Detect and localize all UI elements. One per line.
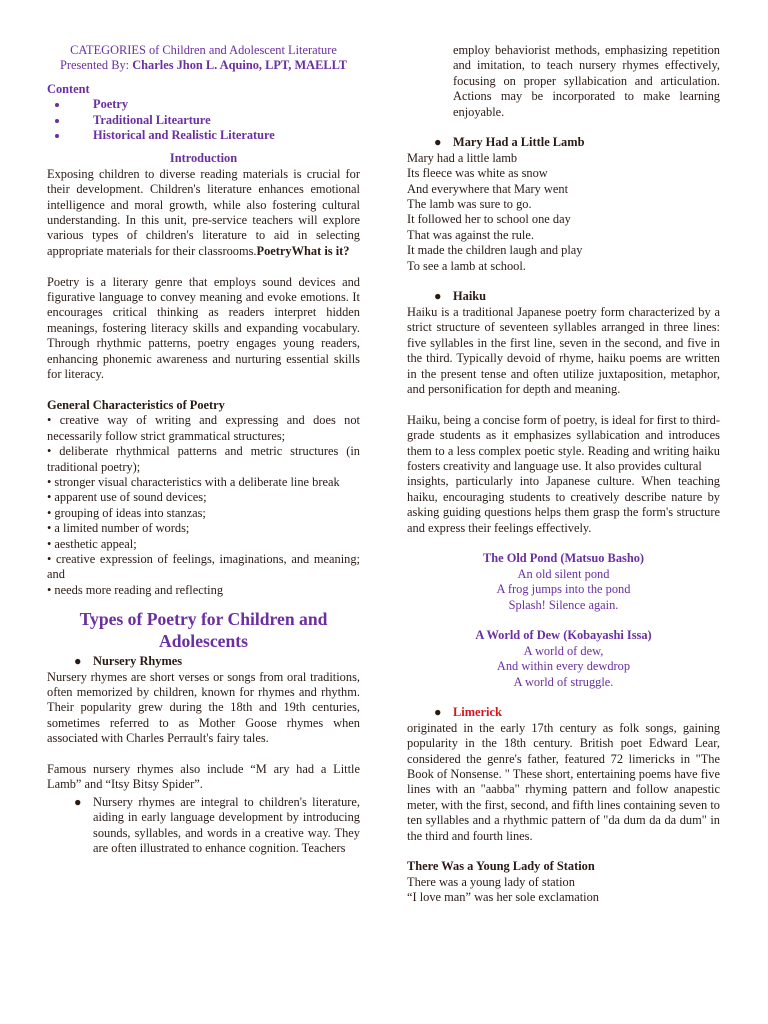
presented-by-label: Presented By: xyxy=(59,58,130,73)
content-item-poetry[interactable]: • Poetry xyxy=(69,97,360,112)
limerick-text: originated in the early 17th century as folk songs, gaining popularity in the 18th century. British poet Edward Lear, considered the genre's father, featured 72 limericks in "The Book of Nonsense. " These short, entertaining poems have five lines with an "aabba" rhyming pattern and follow anapestic meter, with the first, second, and fifth lines containing seven to ten syllables and a rhythmic pattern of "da dum da da dum" in the third and fourth lines. xyxy=(407,720,720,843)
characteristic-item: • apparent use of sound devices; xyxy=(47,490,207,505)
poem-line: Its fleece was white as snow xyxy=(407,166,548,181)
characteristics-list xyxy=(47,413,360,598)
right-column xyxy=(407,43,720,906)
haiku-text-2b: insights, particularly into Japanese culture. When teaching haiku, encouraging students to creatively describe nature by asking guiding questions helps them grasp the form's structure and express their feelings effectively. xyxy=(407,474,720,535)
haiku-text-2a: Haiku, being a concise form of poetry, is ideal for first to third-grade students as it emphasizes syllabication and introduces them to a less complex poetic style. Reading and writing haiku fosters creativity and language use. It also provides cultural xyxy=(407,412,721,473)
limerick-heading xyxy=(407,705,720,720)
poetry-definition: Poetry is a literary genre that employs sound devices and figurative language to convey meaning and evoke emotions. It encourages critical thinking as readers interpret hidden meanings, fostering literacy skills and expanding vocabulary. Through rhythmic patterns, poetry engages young readers, enhancing phonemic awareness and nurturing essential skills for literacy. xyxy=(47,274,360,382)
characteristic-item: • deliberate rhythmical patterns and metric structures (in traditional poetry); xyxy=(47,444,360,474)
poem-line: A frog jumps into the pond xyxy=(496,582,631,597)
characteristic-item: • grouping of ideas into stanzas; xyxy=(47,505,206,520)
mary-poem xyxy=(407,151,720,274)
nursery-bullet-cont-text: employ behaviorist methods, emphasizing repetition and imitation, to teach nursery rhymes effectively, focusing on proper syllabication and articulation. Actions may be incorporated to make learning enjoyable. xyxy=(453,43,720,119)
characteristics-heading: General Characteristics of Poetry xyxy=(47,397,225,412)
haiku-heading-text: Haiku xyxy=(453,289,487,304)
nursery-text-2: Famous nursery rhymes also include “M ary had a Little Lamb” and “Itsy Bitsy Spider”. xyxy=(47,762,360,792)
world-of-dew-title: A World of Dew (Kobayashi Issa) xyxy=(475,628,652,643)
nursery-bullet-continued xyxy=(407,43,720,120)
characteristic-item: • needs more reading and reflecting xyxy=(47,582,224,597)
poem-line: Splash! Silence again. xyxy=(508,597,619,612)
nursery-text-1: Nursery rhymes are short verses or songs from oral traditions, often memorized by children, known for rhymes and rhythm. Their popularity grew during the 18th and 19th centuries, sometimes referred to as Mother Goose rhymes when associated with Charles Perrault's fairy tales. xyxy=(47,669,360,746)
poem-line: To see a lamb at school. xyxy=(407,258,526,273)
document-title: CATEGORIES of Children and Adolescent Literature xyxy=(70,43,337,57)
bullet-icon: ● xyxy=(434,705,442,720)
mary-heading-text: Mary Had a Little Lamb xyxy=(453,135,585,150)
types-heading: Types of Poetry for Children and Adolescents xyxy=(79,609,328,652)
presenter-name: Charles Jhon L. Aquino, LPT, MAELLT xyxy=(132,58,348,73)
nursery-bullet xyxy=(47,795,360,857)
poem-line: A world of dew, xyxy=(523,643,604,658)
poem-line: And within every dewdrop xyxy=(496,659,631,674)
nursery-heading-text: Nursery Rhymes xyxy=(93,654,183,669)
poem-line: Mary had a little lamb xyxy=(407,150,518,165)
characteristic-item: • creative way of writing and expressing and does not necessarily follow strict grammatical structures; xyxy=(47,413,360,443)
poem-line: An old silent pond xyxy=(517,566,610,581)
young-lady-heading: There Was a Young Lady of Station xyxy=(407,859,595,874)
introduction-body: Exposing children to diverse reading materials is crucial for their development. Children's literature enhances emotional intelligence and moral growth, while also fostering cultural understanding. In this unit, pre-service teachers will explore various types of children's literature to aid in selecting appropriate materials for their classrooms. xyxy=(47,166,360,258)
left-column xyxy=(47,43,360,856)
characteristic-item: • creative expression of feelings, imaginations, and meaning; and xyxy=(47,551,360,582)
nursery-heading xyxy=(47,654,360,669)
introduction-text xyxy=(47,167,360,259)
haiku-heading xyxy=(407,289,720,304)
haiku-text-1: Haiku is a traditional Japanese poetry form characterized by a strict structure of seventeen syllables arranged in three lines: five syllables in the first line, seven in the second, and five in the third. Typically devoid of rhyme, haiku poems are written in the present tense and often utilize juxtaposition, metaphor, and personification for depth and meaning. xyxy=(407,304,720,396)
poem-line: A world of struggle. xyxy=(513,674,614,689)
bullet-icon: ● xyxy=(434,135,442,150)
old-pond-title: The Old Pond (Matsuo Basho) xyxy=(482,551,645,566)
poem-line: It made the children laugh and play xyxy=(407,243,583,258)
bullet-icon: ● xyxy=(74,654,82,669)
world-of-dew-poem xyxy=(407,628,720,690)
characteristic-item: • stronger visual characteristics with a deliberate line break xyxy=(47,474,340,489)
poem-line: It followed her to school one day xyxy=(407,212,571,227)
poem-line: The lamb was sure to go. xyxy=(407,197,532,212)
poem-line: That was against the rule. xyxy=(407,227,534,242)
introduction-tail: PoetryWhat is it? xyxy=(256,243,350,258)
mary-heading xyxy=(407,135,720,150)
poem-line: There was a young lady of station xyxy=(407,874,575,889)
bullet-icon: ● xyxy=(74,794,82,809)
presenter-line xyxy=(47,58,360,73)
characteristic-item: • aesthetic appeal; xyxy=(47,536,137,551)
old-pond-poem xyxy=(407,551,720,613)
content-heading: Content xyxy=(47,81,90,96)
characteristic-item: • a limited number of words; xyxy=(47,521,190,536)
content-item-historical[interactable]: • Historical and Realistic Literature xyxy=(69,128,360,143)
poem-line: And everywhere that Mary went xyxy=(407,181,569,196)
nursery-bullet-text: Nursery rhymes are integral to children's literature, aiding in early language development by introducing sounds, syllables, and words in a creative way. They are often illustrated to enhance cognition. Teachers xyxy=(93,794,360,856)
poem-line: “I love man” was her sole exclamation xyxy=(407,890,599,905)
bullet-icon: ● xyxy=(434,289,442,304)
document-header xyxy=(47,43,360,74)
content-list xyxy=(47,97,360,143)
limerick-heading-text: Limerick xyxy=(453,705,502,720)
content-item-traditional[interactable]: • Traditional Litearture xyxy=(69,113,360,128)
introduction-heading: Introduction xyxy=(169,151,238,166)
